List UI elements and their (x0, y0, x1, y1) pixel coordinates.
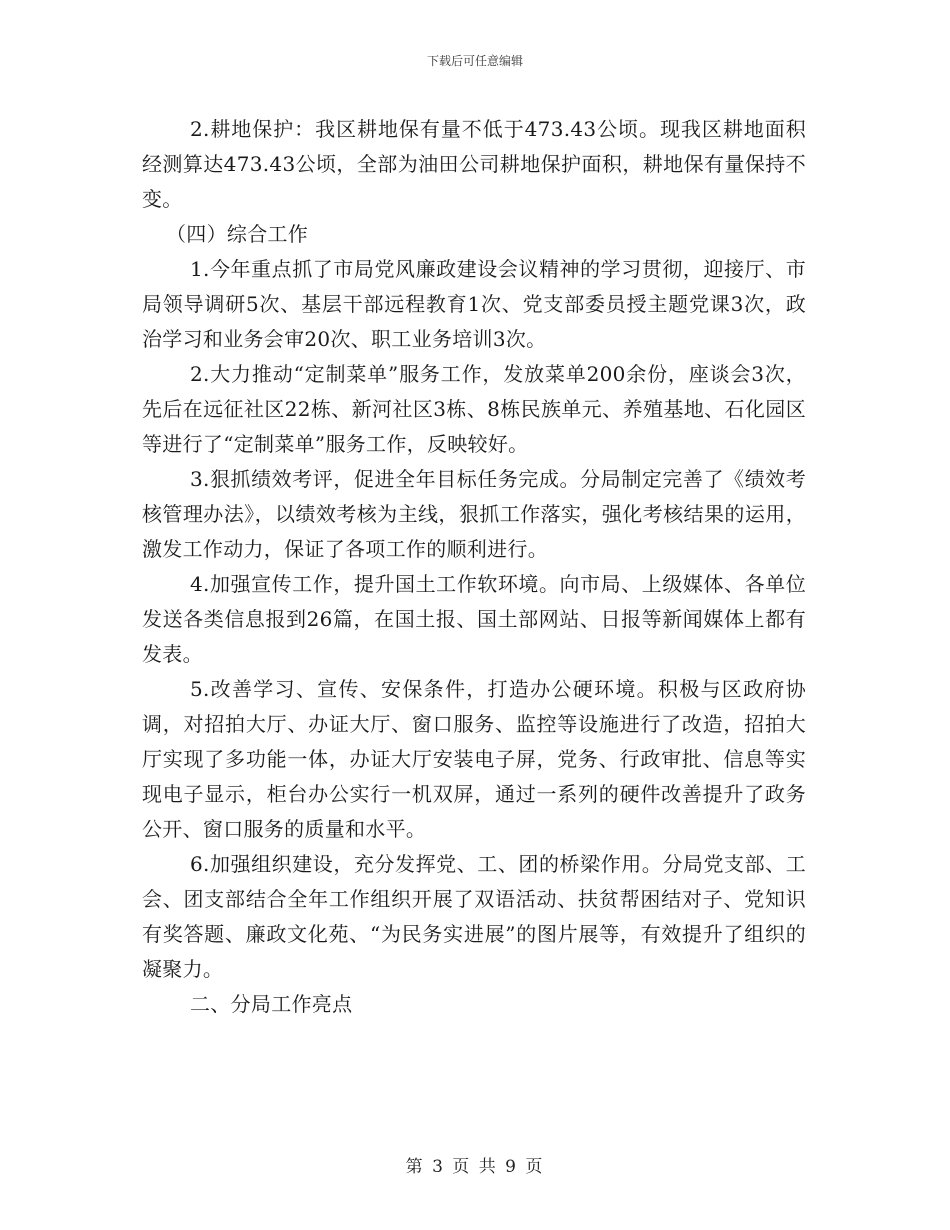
document-body (142, 112, 806, 1022)
paragraph-item-4: 4.加强宣传工作，提升国土工作软环境。向市局、上级媒体、各单位发送各类信息报到26篇，在国土报、国土部网站、日报等新闻媒体上都有发表。 (142, 572, 806, 666)
section-heading-comprehensive-work: （四）综合工作 (166, 222, 309, 246)
paragraph-item-6: 6.加强组织建设，充分发挥党、工、团的桥梁作用。分局党支部、工会、团支部结合全年工作组织开展了双语活动、扶贫帮困结对子、党知识有奖答题、廉政文化苑、“为民务实进展”的图片展等，有效提升了组织的凝聚力。 (142, 852, 806, 981)
paragraph-item-5: 5.改善学习、宣传、安保条件，打造办公硬环境。积极与区政府协调，对招拍大厅、办证大厅、窗口服务、监控等设施进行了改造，招拍大厅实现了多功能一体，办证大厅安装电子屏，党务、行政审批、信息等实现电子显示，柜台办公实行一机双屏，通过一系列的硬件改善提升了政务公开、窗口服务的质量和水平。 (142, 677, 806, 841)
page-header: 下载后可任意编辑 (426, 54, 523, 68)
paragraph-item-3: 3.狠抓绩效考评，促进全年目标任务完成。分局制定完善了《绩效考核管理办法》，以绩效考核为主线，狠抓工作落实，强化考核结果的运用，激发工作动力，保证了各项工作的顺利进行。 (142, 467, 806, 561)
page-number-footer: 第 3 页 共 9 页 (405, 1157, 545, 1177)
section-heading-highlights: 二、分局工作亮点 (190, 992, 353, 1016)
paragraph-item-1: 1.今年重点抓了市局党风廉政建设会议精神的学习贯彻，迎接厅、市局领导调研5次、基层干部远程教育1次、党支部委员授主题党课3次，政治学习和业务会审20次、职工业务培训3次。 (142, 257, 806, 351)
paragraph-farmland-protection: 2.耕地保护：我区耕地保有量不低于473.43公顷。现我区耕地面积经测算达473.43公顷，全部为油田公司耕地保护面积，耕地保有量保持不变。 (142, 117, 806, 211)
paragraph-item-2: 2.大力推动“定制菜单”服务工作，发放菜单200余份，座谈会3次，先后在远征社区22栋、新河社区3栋、8栋民族单元、养殖基地、石化园区等进行了“定制菜单”服务工作，反映较好。 (142, 362, 806, 456)
